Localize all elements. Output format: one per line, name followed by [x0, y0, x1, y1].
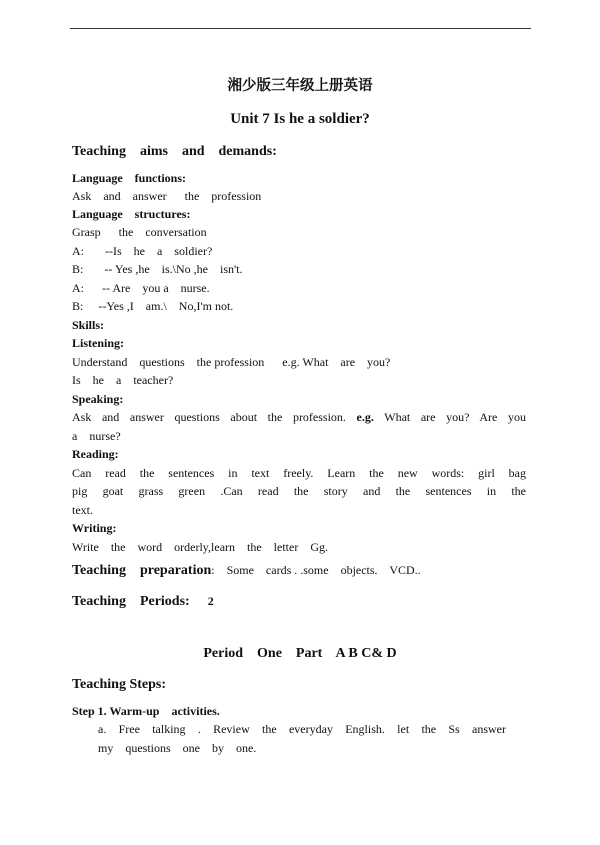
skills-label: Skills:	[72, 318, 105, 332]
step1-item-a: a. Free talking . Review the everyday English. let the Ss answer	[98, 722, 506, 736]
speaking-eg: e.g.	[356, 410, 374, 424]
step1-item-a-cont: my questions one by one.	[98, 741, 257, 755]
aims-heading: Teaching aims and demands:	[72, 144, 277, 159]
unit-title: Unit 7 Is he a soldier?	[230, 111, 370, 127]
listening-line: Is he a teacher?	[72, 373, 174, 387]
language-functions-label: Language functions:	[72, 171, 187, 185]
periods-line	[72, 594, 532, 609]
dialogue-line: A: --Is he a soldier?	[72, 244, 213, 258]
writing-label: Writing:	[72, 521, 117, 535]
language-functions-text: Ask and answer the profession	[72, 189, 262, 203]
reading-label: Reading:	[72, 447, 119, 461]
periods-label: Teaching Periods:	[72, 594, 190, 609]
speaking-line	[72, 410, 526, 425]
preparation-line	[72, 563, 532, 578]
dialogue-line: A: -- Are you a nurse.	[72, 281, 210, 295]
periods-value: 2	[207, 594, 214, 608]
speaking-text-a: Ask and answer questions about the profession.	[72, 410, 346, 424]
listening-label: Listening:	[72, 336, 125, 350]
reading-line: pig goat grass green .Can read the story and the sentences in the	[72, 484, 526, 498]
dialogue-line: B: -- Yes ,he is.\No ,he isn't.	[72, 262, 243, 276]
dialogue-line: B: --Yes ,I am.\ No,I'm not.	[72, 299, 234, 313]
header-rule	[70, 28, 531, 29]
preparation-label: Teaching preparation	[72, 563, 212, 578]
page-title-cn: 湘少版三年级上册英语	[227, 78, 373, 94]
language-structures-text: Grasp the conversation	[72, 225, 207, 239]
speaking-label: Speaking:	[72, 392, 124, 406]
speaking-line-2: a nurse?	[72, 429, 121, 443]
reading-line: text.	[72, 503, 93, 517]
period-one-heading: Period One Part A B C& D	[203, 646, 397, 661]
teaching-steps-heading: Teaching Steps:	[72, 677, 167, 692]
speaking-text-b: What are you? Are you	[384, 410, 526, 424]
reading-line: Can read the sentences in text freely. Learn the new words: girl bag	[72, 466, 526, 480]
listening-line: Understand questions the profession e.g. What are you?	[72, 355, 391, 369]
writing-text: Write the word orderly,learn the letter Gg.	[72, 540, 328, 554]
preparation-text: : Some cards . .some objects. VCD..	[211, 563, 421, 577]
step1-label: Step 1. Warm-up activities.	[72, 704, 220, 718]
language-structures-label: Language structures:	[72, 207, 191, 221]
